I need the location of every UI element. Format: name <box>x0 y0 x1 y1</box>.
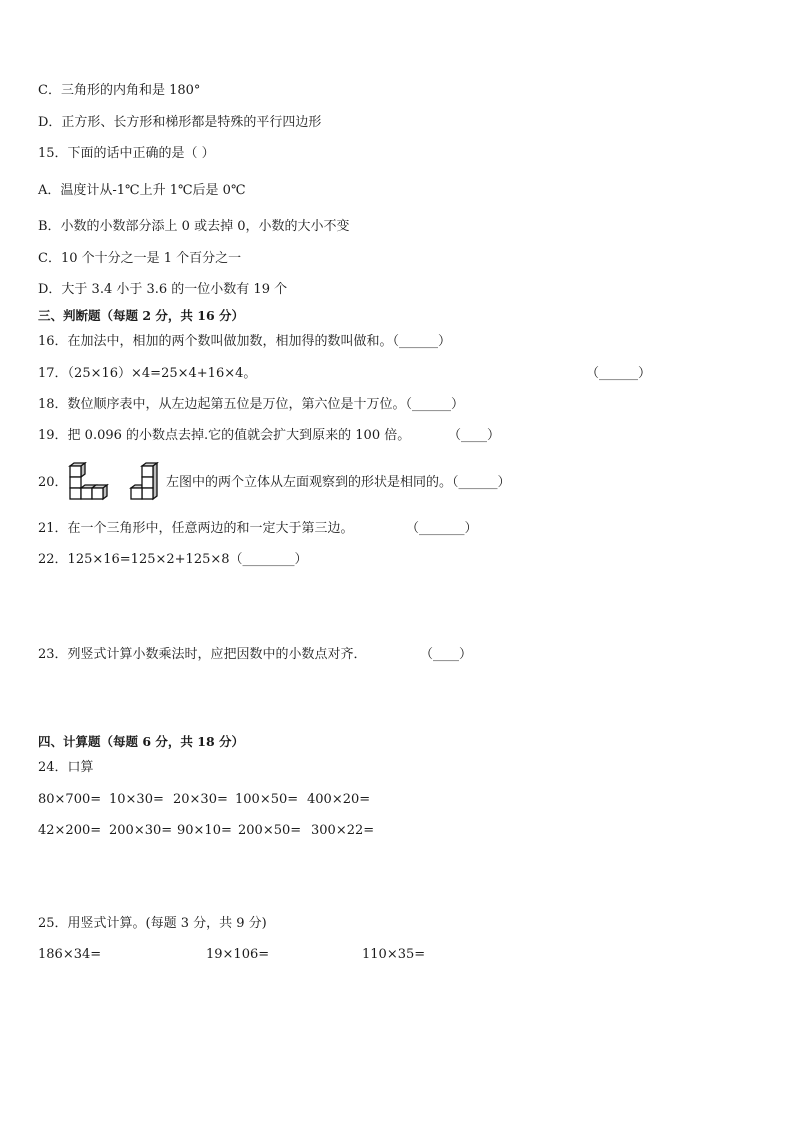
answer-blank-21[interactable]: （_______） <box>406 521 478 536</box>
mental-calc-item: 20×30= <box>173 792 228 807</box>
option-b: B．小数的小数部分添上 0 或去掉 0，小数的大小不变 <box>38 219 350 234</box>
question-25-title: 25．用竖式计算。(每题 3 分，共 9 分) <box>38 916 267 931</box>
question-24-title: 24．口算 <box>38 760 94 775</box>
section-heading-judgment: 三、判断题（每题 2 分，共 16 分） <box>38 308 245 323</box>
answer-blank-23[interactable]: （____） <box>420 647 473 662</box>
option-d: D．正方形、长方形和梯形都是特殊的平行四边形 <box>38 115 322 130</box>
mental-calc-item: 100×50= <box>235 792 299 807</box>
question-20-number: 20． <box>38 475 68 490</box>
figure-right <box>131 463 157 499</box>
mental-calc-item: 300×22= <box>311 823 375 838</box>
question-21: 21．在一个三角形中，任意两边的和一定大于第三边。 <box>38 521 354 536</box>
section-heading-calculation: 四、计算题（每题 6 分，共 18 分） <box>38 734 245 749</box>
option-a: A．温度计从-1℃上升 1℃后是 0℃ <box>38 183 246 198</box>
vertical-calc-item: 186×34= <box>38 947 102 962</box>
mental-calc-item: 80×700= <box>38 792 102 807</box>
question-16: 16．在加法中，相加的两个数叫做加数，相加得的数叫做和。（______） <box>38 334 452 349</box>
mental-calc-item: 400×20= <box>307 792 371 807</box>
answer-blank-17[interactable]: （______） <box>586 366 652 381</box>
question-20-text: 左图中的两个立体从左面观察到的形状是相同的。（______） <box>166 475 511 490</box>
vertical-calc-item: 110×35= <box>362 947 426 962</box>
question-17: 17．（25×16）×4=25×4+16×4。 <box>38 366 257 381</box>
question-22: 22．125×16=125×2+125×8（________） <box>38 552 308 567</box>
question-18: 18．数位顺序表中，从左边起第五位是万位，第六位是十万位。（______） <box>38 397 465 412</box>
cube-figures-image <box>68 462 166 502</box>
option-d: D．大于 3.4 小于 3.6 的一位小数有 19 个 <box>38 282 288 297</box>
figure-left <box>70 463 107 499</box>
mental-calc-item: 90×10= <box>177 823 232 838</box>
vertical-calc-item: 19×106= <box>206 947 270 962</box>
question-23: 23．列竖式计算小数乘法时，应把因数中的小数点对齐． <box>38 647 367 662</box>
answer-blank-19[interactable]: （____） <box>448 428 501 443</box>
mental-calc-item: 200×50= <box>238 823 302 838</box>
option-c: C．三角形的内角和是 180° <box>38 83 201 98</box>
cube-figures <box>68 462 166 502</box>
mental-calc-item: 200×30= <box>109 823 173 838</box>
mental-calc-item: 10×30= <box>109 792 164 807</box>
option-c: C．10 个十分之一是 1 个百分之一 <box>38 251 242 266</box>
question-stem: 15．下面的话中正确的是（ ） <box>38 146 215 161</box>
question-19: 19．把 0.096 的小数点去掉.它的值就会扩大到原来的 100 倍。 <box>38 428 411 443</box>
mental-calc-item: 42×200= <box>38 823 102 838</box>
